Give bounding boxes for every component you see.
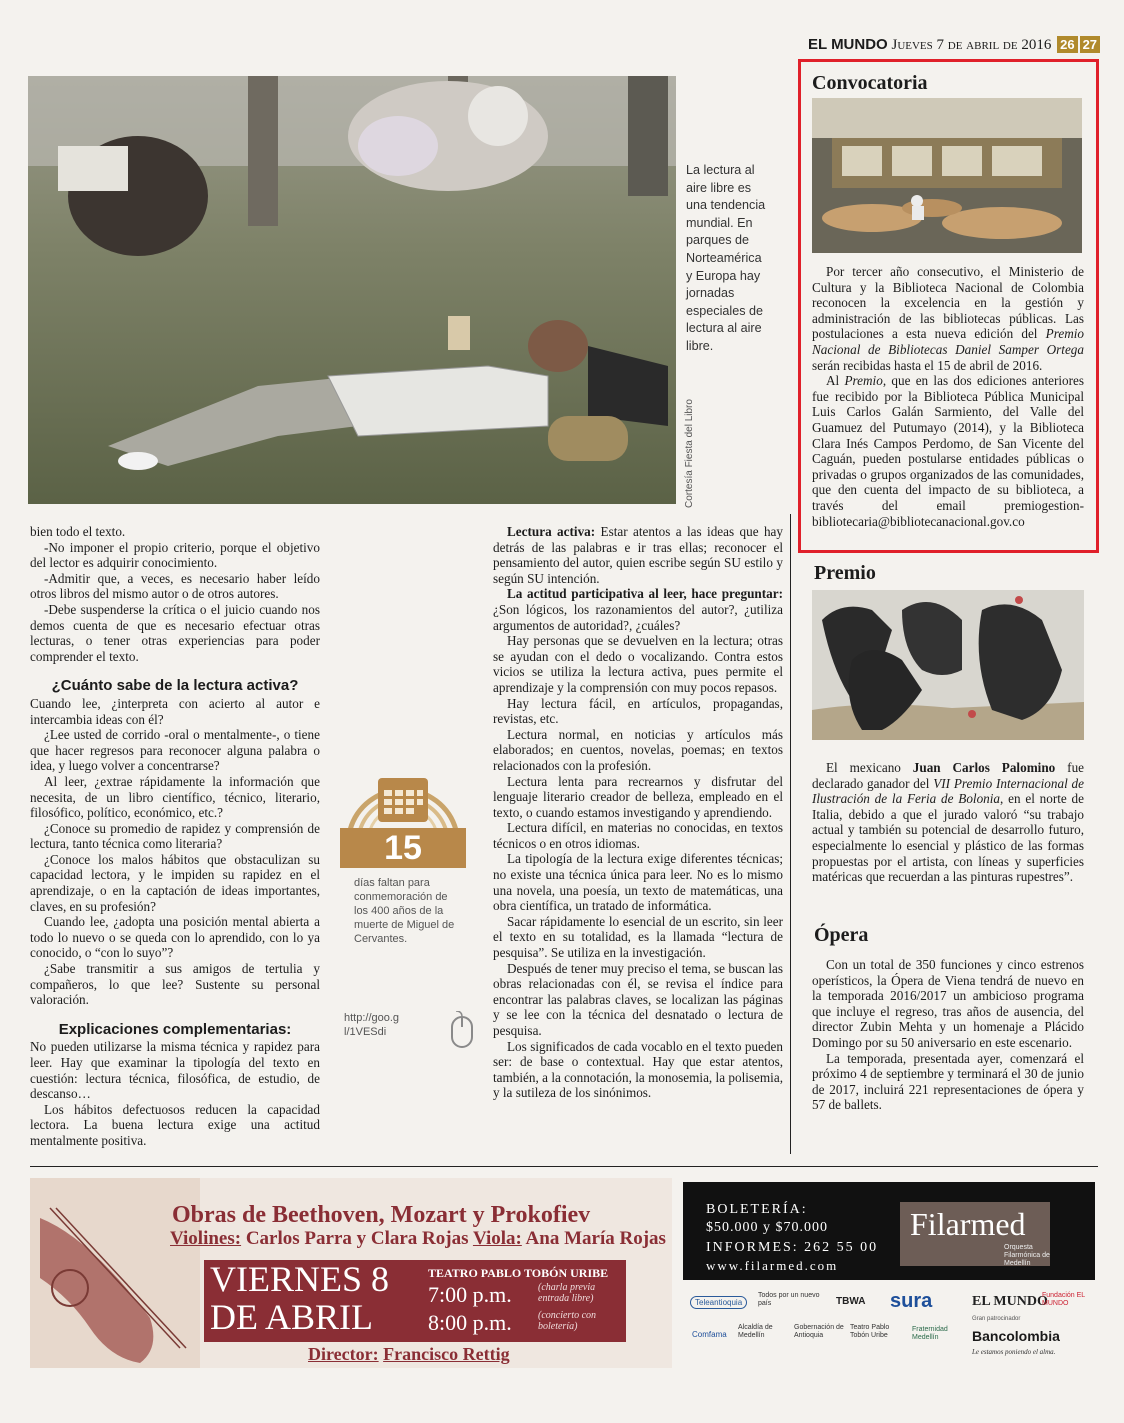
info-phone: INFORMES: 262 55 00	[706, 1240, 879, 1255]
lead-text: Lectura activa:	[507, 524, 596, 539]
convocatoria-text: Por tercer año consecutivo, el Ministerio de Cultura y la Biblioteca Nacional de Colombia reconocen la excelencia en la gestión y administración de las bibliotecas públicas. Las postulaciones a esta nueva edición del Premio Nacional de Bibliotecas Daniel Samper Ortega serán recibidas hasta el 15 de abril de 2016. Al Premio, que en las dos ediciones anteriores fue recibido por la Biblioteca Pública Municipal Luis Carlos Galán Sarmiento, del Valle del Guamuez del Putumayo (2014), y la Biblioteca Clara Inés Campos Perdomo, de San Vicente del Caguán, pueden postularse entidades públicas o privadas o grupos organizados de las comunidades, que den cuenta del impacto de su biblioteca, a través del email premiogestion-bibliotecaria@bibliotecanacional.gov.co	[812, 264, 1085, 529]
quiz-question: Cuando lee, ¿interpreta con acierto al autor e intercambia ideas con él?	[30, 695, 320, 727]
ad-website[interactable]: www.filarmed.com	[706, 1258, 839, 1273]
ad-time-1: 7:00 p.m.	[428, 1282, 512, 1307]
boleteria-label: BOLETERÍA:	[706, 1202, 808, 1217]
ticket-prices: $50.000 y $70.000	[706, 1220, 828, 1235]
paragraph: Hay personas que se devuelven en la lectura; otras se ayudan con el dedo o vocalizando. Contra estos vicios se utiliza la lectura activa, pues permite el aprendizaje y la comprensión con muy pocos repasos.	[493, 633, 783, 695]
paragraph: Hay lectura fácil, en artículos, propagandas, revistas, etc.	[493, 695, 783, 727]
premio-title: Premio	[814, 562, 876, 584]
convocatoria-title: Convocatoria	[812, 72, 928, 94]
quiz-question: Al leer, ¿extrae rápidamente la información que necesita, de un libro científico, técnico, literario, filosófico, político, económico, etc.?	[30, 773, 320, 821]
reading-outdoors-photo	[28, 76, 676, 504]
ad-venue: TEATRO PABLO TOBÓN URIBE	[428, 1266, 609, 1280]
ad-divider	[30, 1166, 1098, 1167]
ad-time-2: 8:00 p.m.	[428, 1310, 512, 1335]
photo-caption: La lectura al aire libre es una tendencia mundial. En parques de Norteamérica y Europa hay jornadas especiales de lectura al aire libre.	[686, 163, 766, 353]
column-divider	[790, 514, 791, 1154]
quiz-question: Cuando lee, ¿adopta una posición mental abierta a todo lo nuevo o se queda con lo aprendido, con lo ya conocido, o “con lo suyo”?	[30, 914, 320, 961]
article-column-1	[30, 524, 320, 1149]
sponsor-alcaldia-medellin: Alcaldía de Medellín	[738, 1324, 773, 1339]
paragraph: -Admitir que, a veces, es necesario haber leído otros libros del mismo autor o de otros autores.	[30, 570, 320, 602]
sponsor-logos	[690, 1290, 1090, 1362]
ad-day: VIERNES 8	[210, 1259, 389, 1299]
paragraph: bien todo el texto.	[30, 524, 126, 539]
sponsor-fraternidad-medellin: Fraternidad Medellín	[912, 1326, 948, 1341]
opera-text: Con un total de 350 funciones y cinco estrenos operísticos, la Ópera de Viena tendrá de nuevo en la temporada 2016/2017 un ambicioso programa que incluye el regreso, tras años de ausencia, del director Zubin Mehta y un homenaje a Plácido Domingo por su 50 aniversario en este escenario. La temporada, presentada ayer, comenzará el próximo 4 de septiembre y terminará el 30 de junio de 2017, incluirá 221 representaciones de ópera y 57 de ballets.	[812, 957, 1084, 1113]
library-photo	[812, 98, 1082, 253]
quiz-question: ¿Conoce su promedio de rapidez y comprensión de lectura, tanto técnica como literaria?	[30, 820, 320, 852]
section-heading: ¿Cuánto sabe de la lectura activa?	[51, 677, 299, 695]
sponsor-todos-por-un-nuevo-pais: Todos por un nuevo país	[758, 1292, 820, 1307]
opera-title: Ópera	[814, 924, 869, 946]
calendar-caption: días faltan para conmemoración de los 400 años de la muerte de Miguel de Cervantes.	[354, 877, 455, 945]
article-column-2: Lectura activa: Estar atentos a las ideas que hay detrás de las palabras e ir tras ellas; reconocer el pensamiento del autor, quien escribe según SU estilo y según SU intención. La actitud participativa al leer, hace preguntar: ¿Son lógicos, los razonamientos del autor?, ¿utiliza argumentos de autoridad?, ¿cuáles? Hay personas que se devuelven en la lectura; otras se ayudan con el dedo o vocalizando. Contra estos vicios se utiliza la lectura activa, pues permite el aprendizaje y la comprensión con muy pocos repasos. Hay lectura fácil, en artículos, propagandas, revistas, etc. Lectura normal, en noticias y artículos más elaborados; en cuentos, novelas, poemas; en textos relacionados con la profesión. Lectura lenta para recrearnos y disfrutar del lenguaje literario creador de belleza, empleado en el texto, o cuando estamos investigando y aprendiendo. Lectura difícil, en materias no conocidas, en textos técnicos o en otros idiomas. La tipología de la lectura exige diferentes técnicas; no existe una técnica única para leer. No es lo mismo una novela, una poesía, un texto de matemáticas, una obra científica, un tratado de informática. Sacar rápidamente lo esencial de un escrito, sin leer el texto en su totalidad, es la llamada “lectura de pesquisa”. Se utiliza en la investigación. Después de tener muy preciso el tema, se buscan las obras relacionadas con él, se revisa el índice para encontrar las palabras claves, se localizan las páginas y se lee con la técnica del desnatado o lectura de pesquisa. Los significados de cada vocablo en el texto pueden ser: de base o contextual. Hay que estar atentos, también, a la connotación, la monosemia, la polisemia, y la sutileza de los sinónimos.	[493, 524, 783, 1101]
sponsor-gobernacion-antioquia: Gobernación de Antioquia	[794, 1324, 844, 1339]
page-number-left: 26	[1057, 36, 1077, 53]
sponsor-el-mundo: EL MUNDO	[972, 1294, 1048, 1309]
filarmed-subtitle: Orquesta Filarmónica de Medellín	[1004, 1244, 1050, 1267]
photo-credit: Cortesía Fiesta del Libro	[684, 399, 695, 508]
paragraph: Lectura normal, en noticias y artículos más elaborados; en cuentos, novelas, poemas; en textos relacionados con la profesión.	[493, 726, 783, 773]
ad-performers: Violines: Carlos Parra y Clara Rojas Viola: Ana María Rojas	[170, 1228, 666, 1249]
page-number-right: 27	[1080, 36, 1100, 53]
sponsor-bancolombia: Bancolombia	[972, 1328, 1060, 1344]
paragraph: Los significados de cada vocablo en el texto pueden ser: de base o contextual. Hay que estar atentos, también, a la connotación, la monosemia, la polisemia, y la sutileza de los sinónimos.	[493, 1038, 783, 1101]
mouse-icon	[450, 1011, 474, 1049]
sponsor-comfama: Comfama	[692, 1330, 727, 1339]
ad-director: Director: Francisco Rettig	[308, 1344, 510, 1364]
days-count: 15	[384, 829, 422, 867]
premio-text: El mexicano Juan Carlos Palomino fue declarado ganador del VII Premio Internacional de Ilustración de la Feria de Bolonia, en el norte de Italia, debido a que el jurado valoró “su trabajo actual y también su potencial de desarrollo futuro, especialmente lo esencial y plástico de las formas propuestas por el artista, con líneas y superficies matéricas que recuerdan a las pinturas rupestres”.	[812, 760, 1085, 885]
quiz-question: ¿Lee usted de corrido -oral o mentalmente-, o tiene que hacer regresos para reconocer alguna palabra o idea, y luego volver a concentrarse?	[30, 727, 320, 774]
crows-illustration	[812, 590, 1084, 740]
paragraph: Lectura difícil, en materias no conocidas, en textos técnicos o en otros idiomas.	[493, 820, 783, 851]
quiz-question: ¿Sabe transmitir a sus amigos de tertulia y compañeros, lo que lee? Sustente su personal valoración.	[30, 961, 320, 1008]
sponsor-teleantioquia: Teleantioquia	[690, 1296, 747, 1309]
paper-name: EL MUNDO	[808, 36, 888, 53]
sponsor-sura: sura	[890, 1290, 933, 1312]
paragraph: Los hábitos defectuosos reducen la capacidad lectora. La buena lectura exige una actitud mentalmente positiva.	[30, 1101, 320, 1148]
ad-month: DE ABRIL	[210, 1297, 374, 1337]
concert-ad[interactable]	[30, 1178, 672, 1368]
bancolombia-tagline: Le estamos poniendo el alma.	[972, 1348, 1056, 1356]
sponsor-tbwa: TBWA	[836, 1296, 866, 1307]
ad-headline: Obras de Beethoven, Mozart y Prokofiev	[172, 1202, 591, 1228]
paragraph: -No imponer el propio criterio, porque el objetivo del lector es adquirir conocimiento.	[30, 539, 320, 571]
reference-link[interactable]: http://goo.gl/1VESdi	[344, 1011, 424, 1039]
calendar-graphic	[340, 740, 466, 880]
paragraph: Lectura lenta para recrearnos y disfrutar del lenguaje literario creador de belleza, empleado en el texto, o cuando estamos investigando y aprendiendo.	[493, 773, 783, 820]
filarmed-brand: Filarmed	[910, 1206, 1026, 1242]
paragraph: Después de tener muy preciso el tema, se buscan las obras relacionadas con él, se revisa el índice para encontrar las palabras claves, se localizan las páginas y se lee con la técnica del desnatado o lectura de pesquisa.	[493, 960, 783, 1038]
quiz-question: ¿Conoce los malos hábitos que obstaculizan su capacidad lectora, y le impiden su rapidez en el aprendizaje, o en la captación de ideas importantes, claves, en su profesión?	[30, 851, 320, 914]
sponsor-fundacion-el-mundo: Fundación EL MUNDO	[1042, 1292, 1085, 1307]
section-heading: Explicaciones complementarias:	[58, 1020, 292, 1038]
sponsor-teatro-pablo-tobon: Teatro Pablo Tobón Uribe	[850, 1324, 890, 1339]
paragraph: La tipología de la lectura exige diferentes técnicas; no existe una técnica única para leer. No es lo mismo una novela, una poesía, un texto de matemáticas, una obra científica, un tratado de informática.	[493, 851, 783, 914]
page-header	[808, 36, 1098, 56]
paragraph: -Debe suspenderse la crítica o el juicio cuando nos demos cuenta de que es necesario efectuar otras lecturas, o tener otras experiencias para poder comprender el texto.	[30, 601, 320, 664]
ad-time-2-note: (concierto con boletería)	[538, 1310, 597, 1332]
paragraph: No pueden utilizarse la misma técnica y rapidez para leer. Hay que examinar la tipología del texto en cuestión: lectura técnica, filosófica, de estudio, de descanso…	[30, 1039, 320, 1102]
gran-patrocinador-label: Gran patrocinador	[972, 1316, 1021, 1322]
paragraph: Sacar rápidamente lo esencial de un escrito, sin leer el texto en su totalidad, es la llamada “lectura de pesquisa”. Se utiliza en la investigación.	[493, 913, 783, 961]
ad-time-1-note: (charla previa entrada libre)	[538, 1282, 596, 1304]
lead-text: La actitud participativa al leer, hace preguntar:	[507, 586, 783, 602]
header-date: Jueves 7 de abril de 2016	[891, 37, 1052, 53]
